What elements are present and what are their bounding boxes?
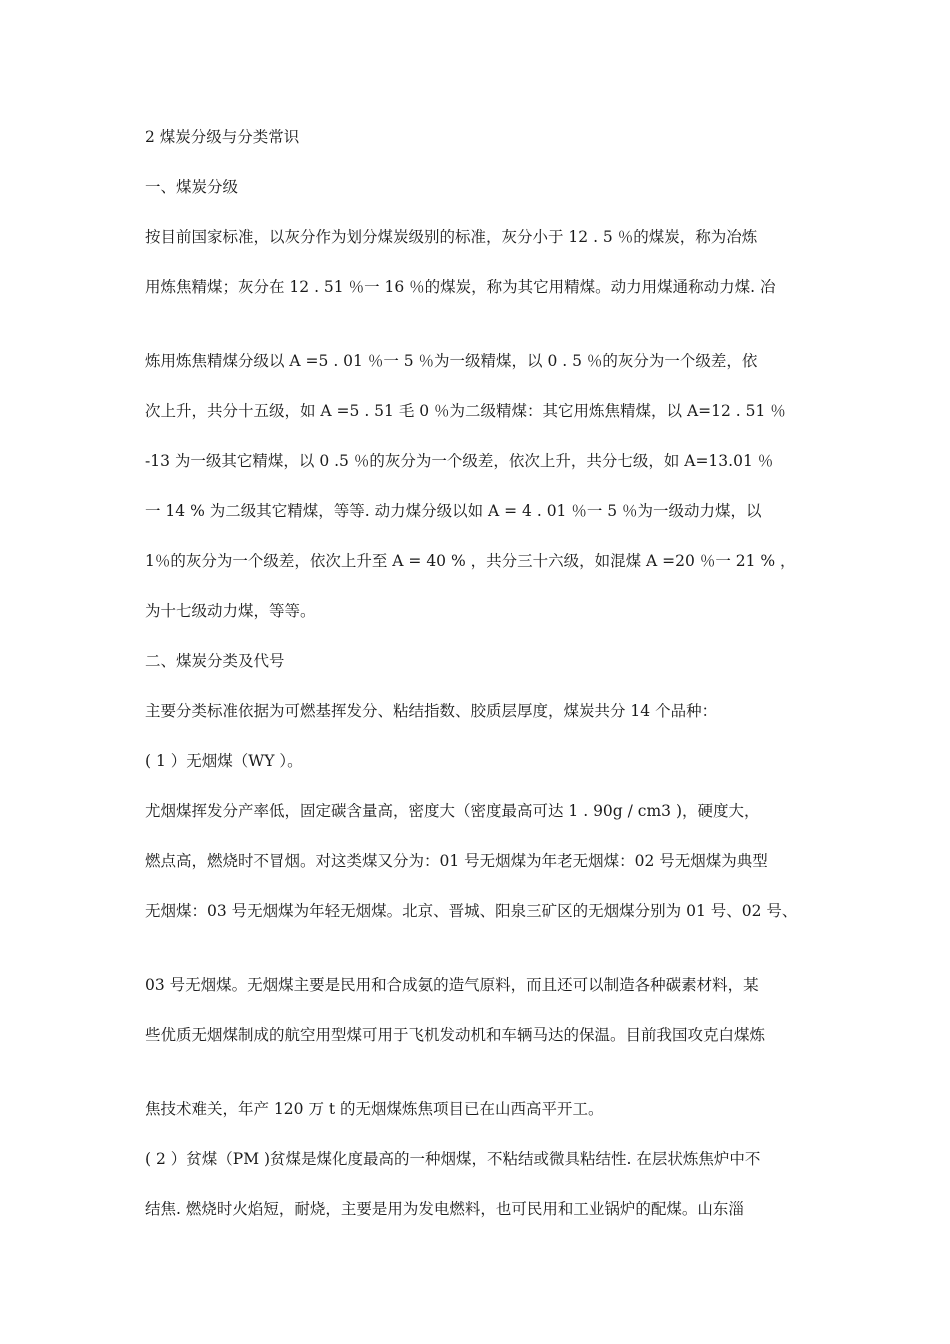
paragraph-line: -13 为一级其它精煤，以 0 .5 ％的灰分为一个级差，依次上升，共分七级，如 A=13.01 ％: [145, 452, 774, 470]
item-heading-lean-coal: ( 2 ）贫煤（PM )贫煤是煤化度最高的一种烟煤，不粘结或微具粘结性. 在层状炼焦炉中不: [145, 1150, 761, 1168]
paragraph-line: 为十七级动力煤，等等。: [145, 602, 316, 620]
paragraph-line: 按目前国家标准，以灰分作为划分煤炭级别的标准，灰分小于 12 . 5 ％的煤炭，称为冶炼: [145, 228, 758, 246]
paragraph-line: 燃点高，燃烧时不冒烟。对这类煤又分为：01 号无烟煤为年老无烟煤：02 号无烟煤为典型: [145, 852, 768, 870]
subsection-heading-grading: 一、煤炭分级: [145, 178, 239, 196]
subsection-heading-classification: 二、煤炭分类及代号: [145, 652, 285, 670]
paragraph-line: 次上升，共分十五级，如 A =5 . 51 毛 0 ％为二级精煤：其它用炼焦精煤，以 A=12 . 51 ％: [145, 402, 786, 420]
paragraph-line: 1％的灰分为一个级差，依次上升至 A = 40 % ，共分三十六级，如混煤 A =20 ％一 21 % ，: [145, 552, 796, 570]
paragraph-line: 结焦. 燃烧时火焰短，耐烧，主要是用为发电燃料，也可民用和工业锅炉的配煤。山东淄: [145, 1200, 744, 1218]
paragraph-line: 无烟煤：03 号无烟煤为年轻无烟煤。北京、晋城、阳泉三矿区的无烟煤分别为 01 号、02 号、: [145, 902, 798, 920]
section-title: 2 煤炭分级与分类常识: [145, 128, 300, 146]
paragraph-line: 炼用炼焦精煤分级以 A =5 . 01 ％一 5 ％为一级精煤，以 0 . 5 ％的灰分为一个级差，依: [145, 352, 758, 370]
paragraph-line: 一 14 % 为二级其它精煤，等等. 动力煤分级以如 A = 4 . 01 ％一 5 ％为一级动力煤，以: [145, 502, 762, 520]
paragraph-line: 些优质无烟煤制成的航空用型煤可用于飞机发动机和车辆马达的保温。目前我国攻克白煤炼: [145, 1026, 766, 1044]
item-heading-anthracite: ( 1 ）无烟煤（WY ）。: [145, 752, 303, 770]
paragraph-line: 焦技术难关，年产 120 万 t 的无烟煤炼焦项目已在山西高平开工。: [145, 1100, 604, 1118]
paragraph-line: 用炼焦精煤；灰分在 12 . 51 ％一 16 ％的煤炭，称为其它用精煤。动力用煤通称动力煤. 冶: [145, 278, 776, 296]
paragraph-line: 尤烟煤挥发分产率低，固定碳含量高，密度大（密度最高可达 1 . 90g / cm3 )，硬度大，: [145, 802, 760, 820]
paragraph-line: 03 号无烟煤。无烟煤主要是民用和合成氨的造气原料，而且还可以制造各种碳素材料，某: [145, 976, 759, 994]
paragraph-line: 主要分类标准依据为可燃基挥发分、粘结指数、胶质层厚度，煤炭共分 14 个品种：: [145, 702, 718, 720]
